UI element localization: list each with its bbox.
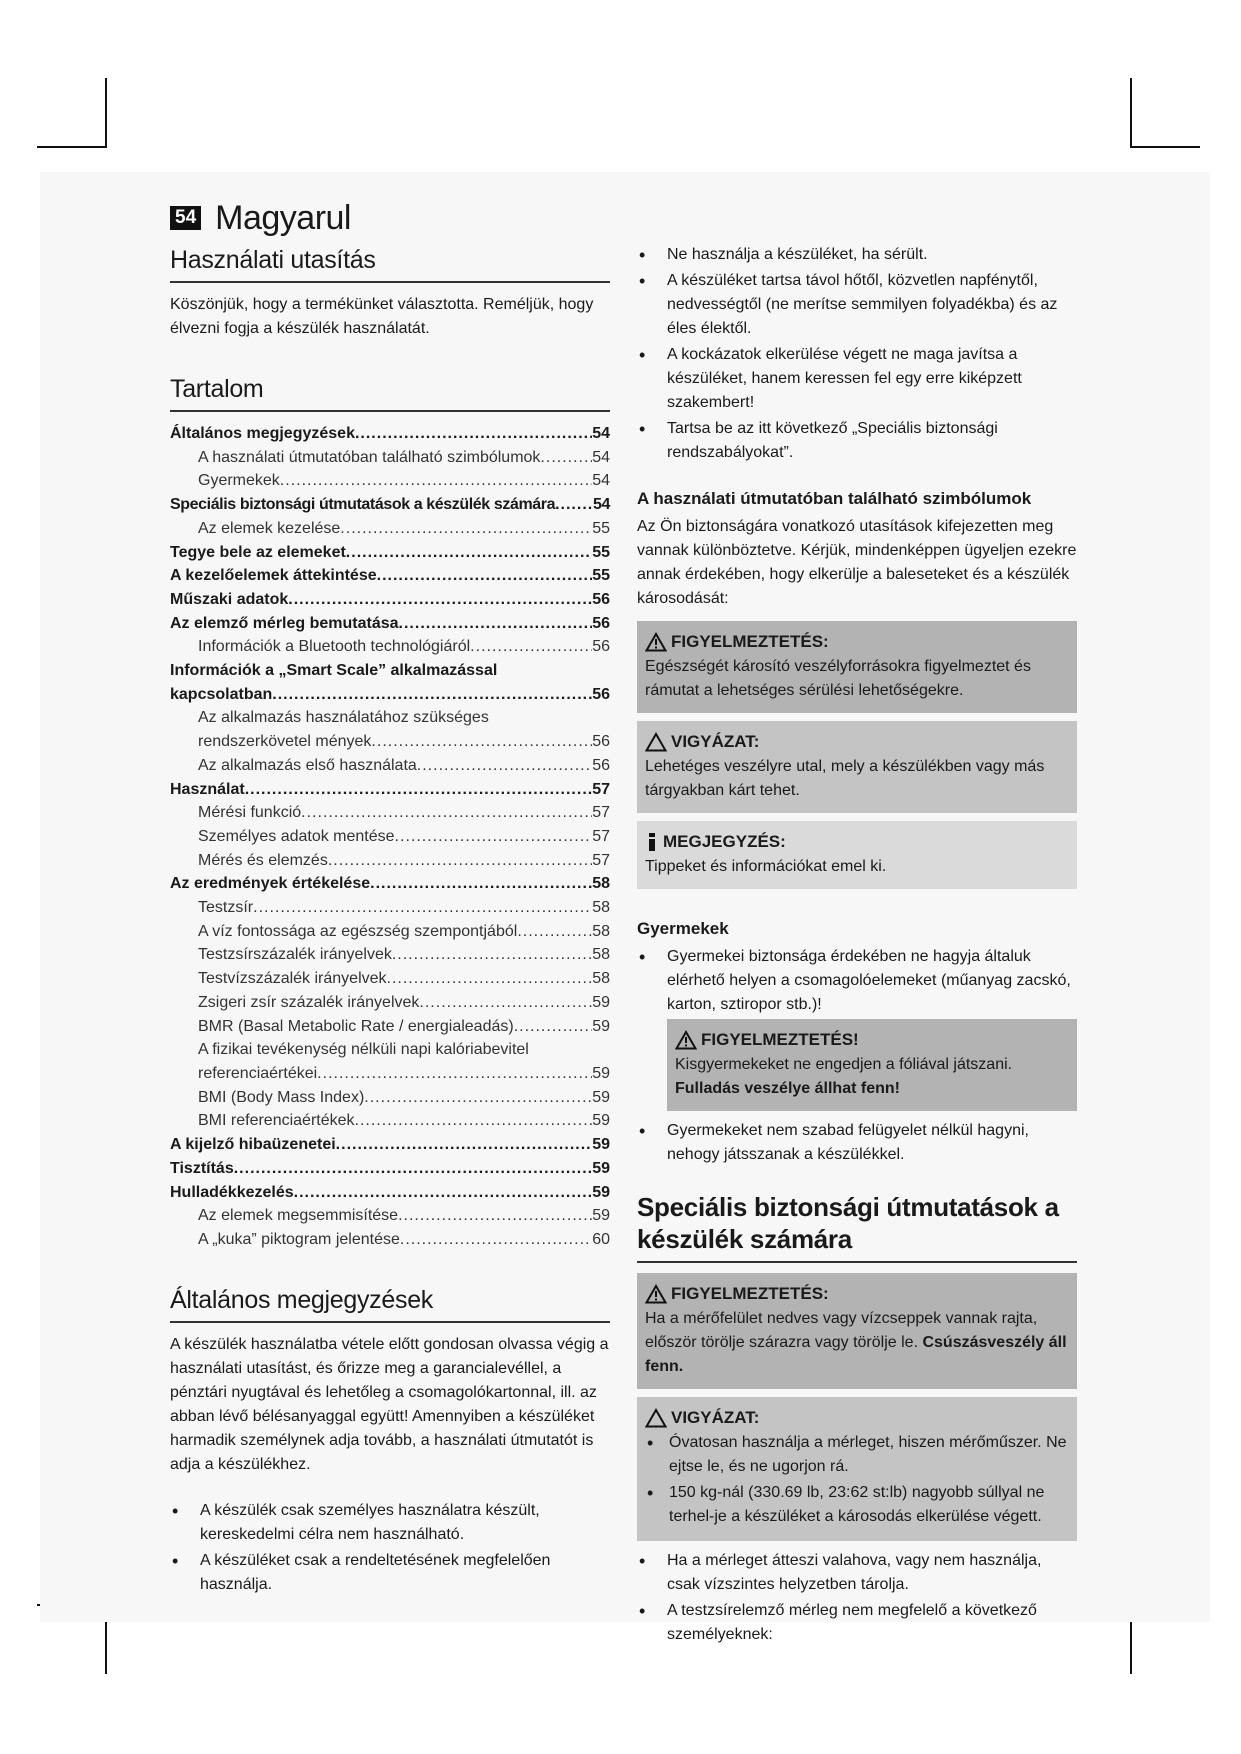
list-item: • Ne használja a készüléket, ha sérült.	[637, 243, 1077, 267]
toc-entry[interactable]: A kijelző hibaüzenetei ..... 59	[170, 1133, 610, 1157]
caution-triangle-icon	[645, 1408, 667, 1428]
page-language-title: Magyarul	[215, 198, 351, 237]
caution-text: Lehetéges veszélyre utal, mely a készülékben vagy más tárgyakban kárt tehet.	[645, 758, 1045, 799]
warning-text: Egészségét károsító veszélyforrásokra figyelmeztet és rámutat a lehetséges sérülési lehetőségekre.	[645, 658, 1031, 699]
toc-entry-line1[interactable]: A fizikai tevékenység nélküli napi kalóriabevitel	[198, 1041, 529, 1059]
toc-entry[interactable]: Tisztítás ..... 59	[170, 1157, 610, 1181]
warning-triangle-icon	[645, 632, 667, 652]
table-of-contents	[170, 422, 610, 1252]
note-text: Tippeket és információkat emel ki.	[645, 858, 887, 875]
toc-entry[interactable]: Testvízszázalék irányelvek ..... 58	[170, 967, 610, 991]
list-item: • 150 kg-nál (330.69 lb, 23:62 st:lb) nagyobb súllyal ne terhel-je a készüléket a károsodás elkerülése végett.	[645, 1481, 1069, 1529]
toc-entry[interactable]: referenciaértékei ..... 59	[170, 1062, 610, 1086]
page-header	[170, 196, 610, 240]
caution-title: VIGYÁZAT:	[671, 732, 760, 751]
page-number: 54	[170, 206, 201, 230]
caution-list	[645, 1431, 1069, 1529]
toc-entry-line1[interactable]: Az alkalmazás használatához szükséges	[198, 709, 489, 727]
left-column	[170, 196, 610, 1599]
toc-entry[interactable]: BMR (Basal Metabolic Rate / energialeadás) ..... 59	[170, 1015, 610, 1039]
warning-text: Kisgyermekeket ne engedjen a fóliával játszani. Fulladás veszélye állhat fenn!	[675, 1056, 1013, 1097]
caution-title: VIGYÁZAT:	[671, 1408, 760, 1427]
intro-text: Köszönjük, hogy a termékünket választotta. Reméljük, hogy élvezni fogja a készülék használatát.	[170, 296, 594, 337]
list-item: • Gyermekei biztonsága érdekében ne hagyja általuk elérhető helyen a csomagolóelemeket (műanyag zacskó, karton, sztiropor stb.)!	[637, 945, 1077, 1017]
right-column	[637, 243, 1077, 1649]
caution-box	[637, 721, 1077, 813]
toc-entry[interactable]: A víz fontossága az egészség szempontjából ..... 58	[170, 920, 610, 944]
list-item: • A készüléket tartsa távol hőtől, közvetlen napfénytől, nedvességtől (ne merítse semmilyen folyadékba) és az éles élektől.	[637, 269, 1077, 341]
toc-entry[interactable]: A használati útmutatóban található szimbólumok ..... 54	[170, 446, 610, 470]
toc-entry[interactable]: BMI referenciaértékek ..... 59	[170, 1109, 610, 1133]
list-item: • A készüléket csak a rendeltetésének megfelelően használja.	[170, 1549, 610, 1597]
children-list-2	[637, 1119, 1077, 1167]
warning-title: FIGYELMEZTETÉS!	[701, 1030, 859, 1049]
note-title: MEGJEGYZÉS:	[663, 832, 786, 851]
toc-heading: Tartalom	[170, 375, 610, 412]
toc-entry[interactable]: Az elemek kezelése ..... 55	[170, 517, 610, 541]
toc-entry[interactable]: Információk a Bluetooth technológiáról ..... 56	[170, 635, 610, 659]
warning-title: FIGYELMEZTETÉS:	[671, 1284, 829, 1303]
list-item: • A készülék csak személyes használatra készült, kereskedelmi célra nem használható.	[170, 1499, 610, 1547]
general-notes-list	[170, 1499, 610, 1597]
manual-heading: Használati utasítás	[170, 246, 610, 283]
children-heading: Gyermekek	[637, 919, 729, 938]
toc-entry[interactable]: Használat ..... 57	[170, 778, 610, 802]
note-box	[637, 821, 1077, 889]
general-notes-heading: Általános megjegyzések	[170, 1286, 610, 1323]
general-notes-text: A készülék használatba vétele előtt gondosan olvassa végig a használati utasítást, és őrizze meg a garancialevéllel, a pénztári nyugtával és lehetőleg a csomagolókartonnal, ill. az abban lévő bélésanyaggal együtt! Amennyiben a készüléket harmadik személynek adja tovább, a használati útmutatót is adja a készülékhez.	[170, 1335, 609, 1473]
warning-triangle-icon	[645, 1284, 667, 1304]
toc-entry[interactable]: A „kuka” piktogram jelentése ..... 60	[170, 1228, 610, 1252]
crop-mark	[105, 78, 107, 148]
list-item: • Gyermekeket nem szabad felügyelet nélkül hagyni, nehogy játsszanak a készülékkel.	[637, 1119, 1077, 1167]
toc-entry[interactable]: Általános megjegyzések ..... 54	[170, 422, 610, 446]
warning-triangle-icon	[675, 1030, 697, 1050]
crop-mark	[1130, 146, 1200, 148]
toc-entry[interactable]: rendszerkövetel mények ..... 56	[170, 730, 610, 754]
crop-mark	[37, 146, 107, 148]
symbols-heading: A használati útmutatóban található szimbólumok	[637, 489, 1032, 508]
children-list	[637, 945, 1077, 1017]
toc-entry-line1[interactable]: Információk a „Smart Scale” alkalmazással	[170, 662, 498, 680]
toc-entry[interactable]: BMI (Body Mass Index) ..... 59	[170, 1086, 610, 1110]
warning-title: FIGYELMEZTETÉS:	[671, 632, 829, 651]
toc-entry[interactable]: Testzsírszázalék irányelvek ..... 58	[170, 943, 610, 967]
toc-entry[interactable]: Testzsír ..... 58	[170, 896, 610, 920]
crop-mark	[1130, 78, 1132, 148]
toc-entry[interactable]: Gyermekek ..... 54	[170, 469, 610, 493]
toc-entry[interactable]: Műszaki adatok ..... 56	[170, 588, 610, 612]
warning-text: Ha a mérőfelület nedves vagy vízcseppek vannak rajta, először törölje szárazra vagy törölje le. Csúszásveszély áll fenn.	[645, 1310, 1067, 1375]
toc-entry[interactable]: kapcsolatban ..... 56	[170, 683, 610, 707]
symbols-text: Az Ön biztonságára vonatkozó utasítások kifejezetten meg vannak különböztetve. Kérjük, mindenképpen ügyeljen ezekre annak érdekében, hogy elkerülje a baleseteket és a készülék károsodását:	[637, 518, 1077, 607]
safety-list	[637, 243, 1077, 465]
children-warning-box	[667, 1019, 1077, 1111]
info-icon	[645, 832, 659, 852]
special-caution-box	[637, 1397, 1077, 1541]
toc-entry[interactable]: Az elemző mérleg bemutatása ..... 56	[170, 612, 610, 636]
toc-entry[interactable]: A kezelőelemek áttekintése ..... 55	[170, 564, 610, 588]
toc-entry[interactable]: Az alkalmazás első használata ..... 56	[170, 754, 610, 778]
toc-entry[interactable]: Tegye bele az elemeket ..... 55	[170, 541, 610, 565]
list-item: • A testzsírelemző mérleg nem megfelelő a következő személyeknek:	[637, 1599, 1077, 1647]
toc-entry[interactable]: Hulladékkezelés ..... 59	[170, 1181, 610, 1205]
toc-entry[interactable]: Személyes adatok mentése ..... 57	[170, 825, 610, 849]
list-item: • A kockázatok elkerülése végett ne maga javítsa a készüléket, hanem keressen fel egy erre kiképzett szakembert!	[637, 343, 1077, 415]
toc-entry[interactable]: Az elemek megsemmisítése ..... 59	[170, 1204, 610, 1228]
toc-entry[interactable]: Mérési funkció ..... 57	[170, 801, 610, 825]
toc-entry[interactable]: Zsigeri zsír százalék irányelvek ..... 59	[170, 991, 610, 1015]
list-item: • Ha a mérleget átteszi valahova, vagy nem használja, csak vízszintes helyzetben tárolja.	[637, 1549, 1077, 1597]
caution-triangle-icon	[645, 732, 667, 752]
list-item: • Tartsa be az itt következő „Speciális biztonsági rendszabályokat”.	[637, 417, 1077, 465]
toc-entry[interactable]: Mérés és elemzés ..... 57	[170, 849, 610, 873]
special-safety-heading: Speciális biztonsági útmutatások a készülék számára	[637, 1191, 1077, 1263]
list-item: • Óvatosan használja a mérleget, hiszen mérőműszer. Ne ejtse le, és ne ugorjon rá.	[645, 1431, 1069, 1479]
warning-box	[637, 621, 1077, 713]
special-warning-box	[637, 1273, 1077, 1389]
special-list	[637, 1549, 1077, 1647]
toc-entry[interactable]: Az eredmények értékelése ..... 58	[170, 872, 610, 896]
toc-entry[interactable]: Speciális biztonsági útmutatások a készülék számára ..... 54	[170, 493, 610, 517]
